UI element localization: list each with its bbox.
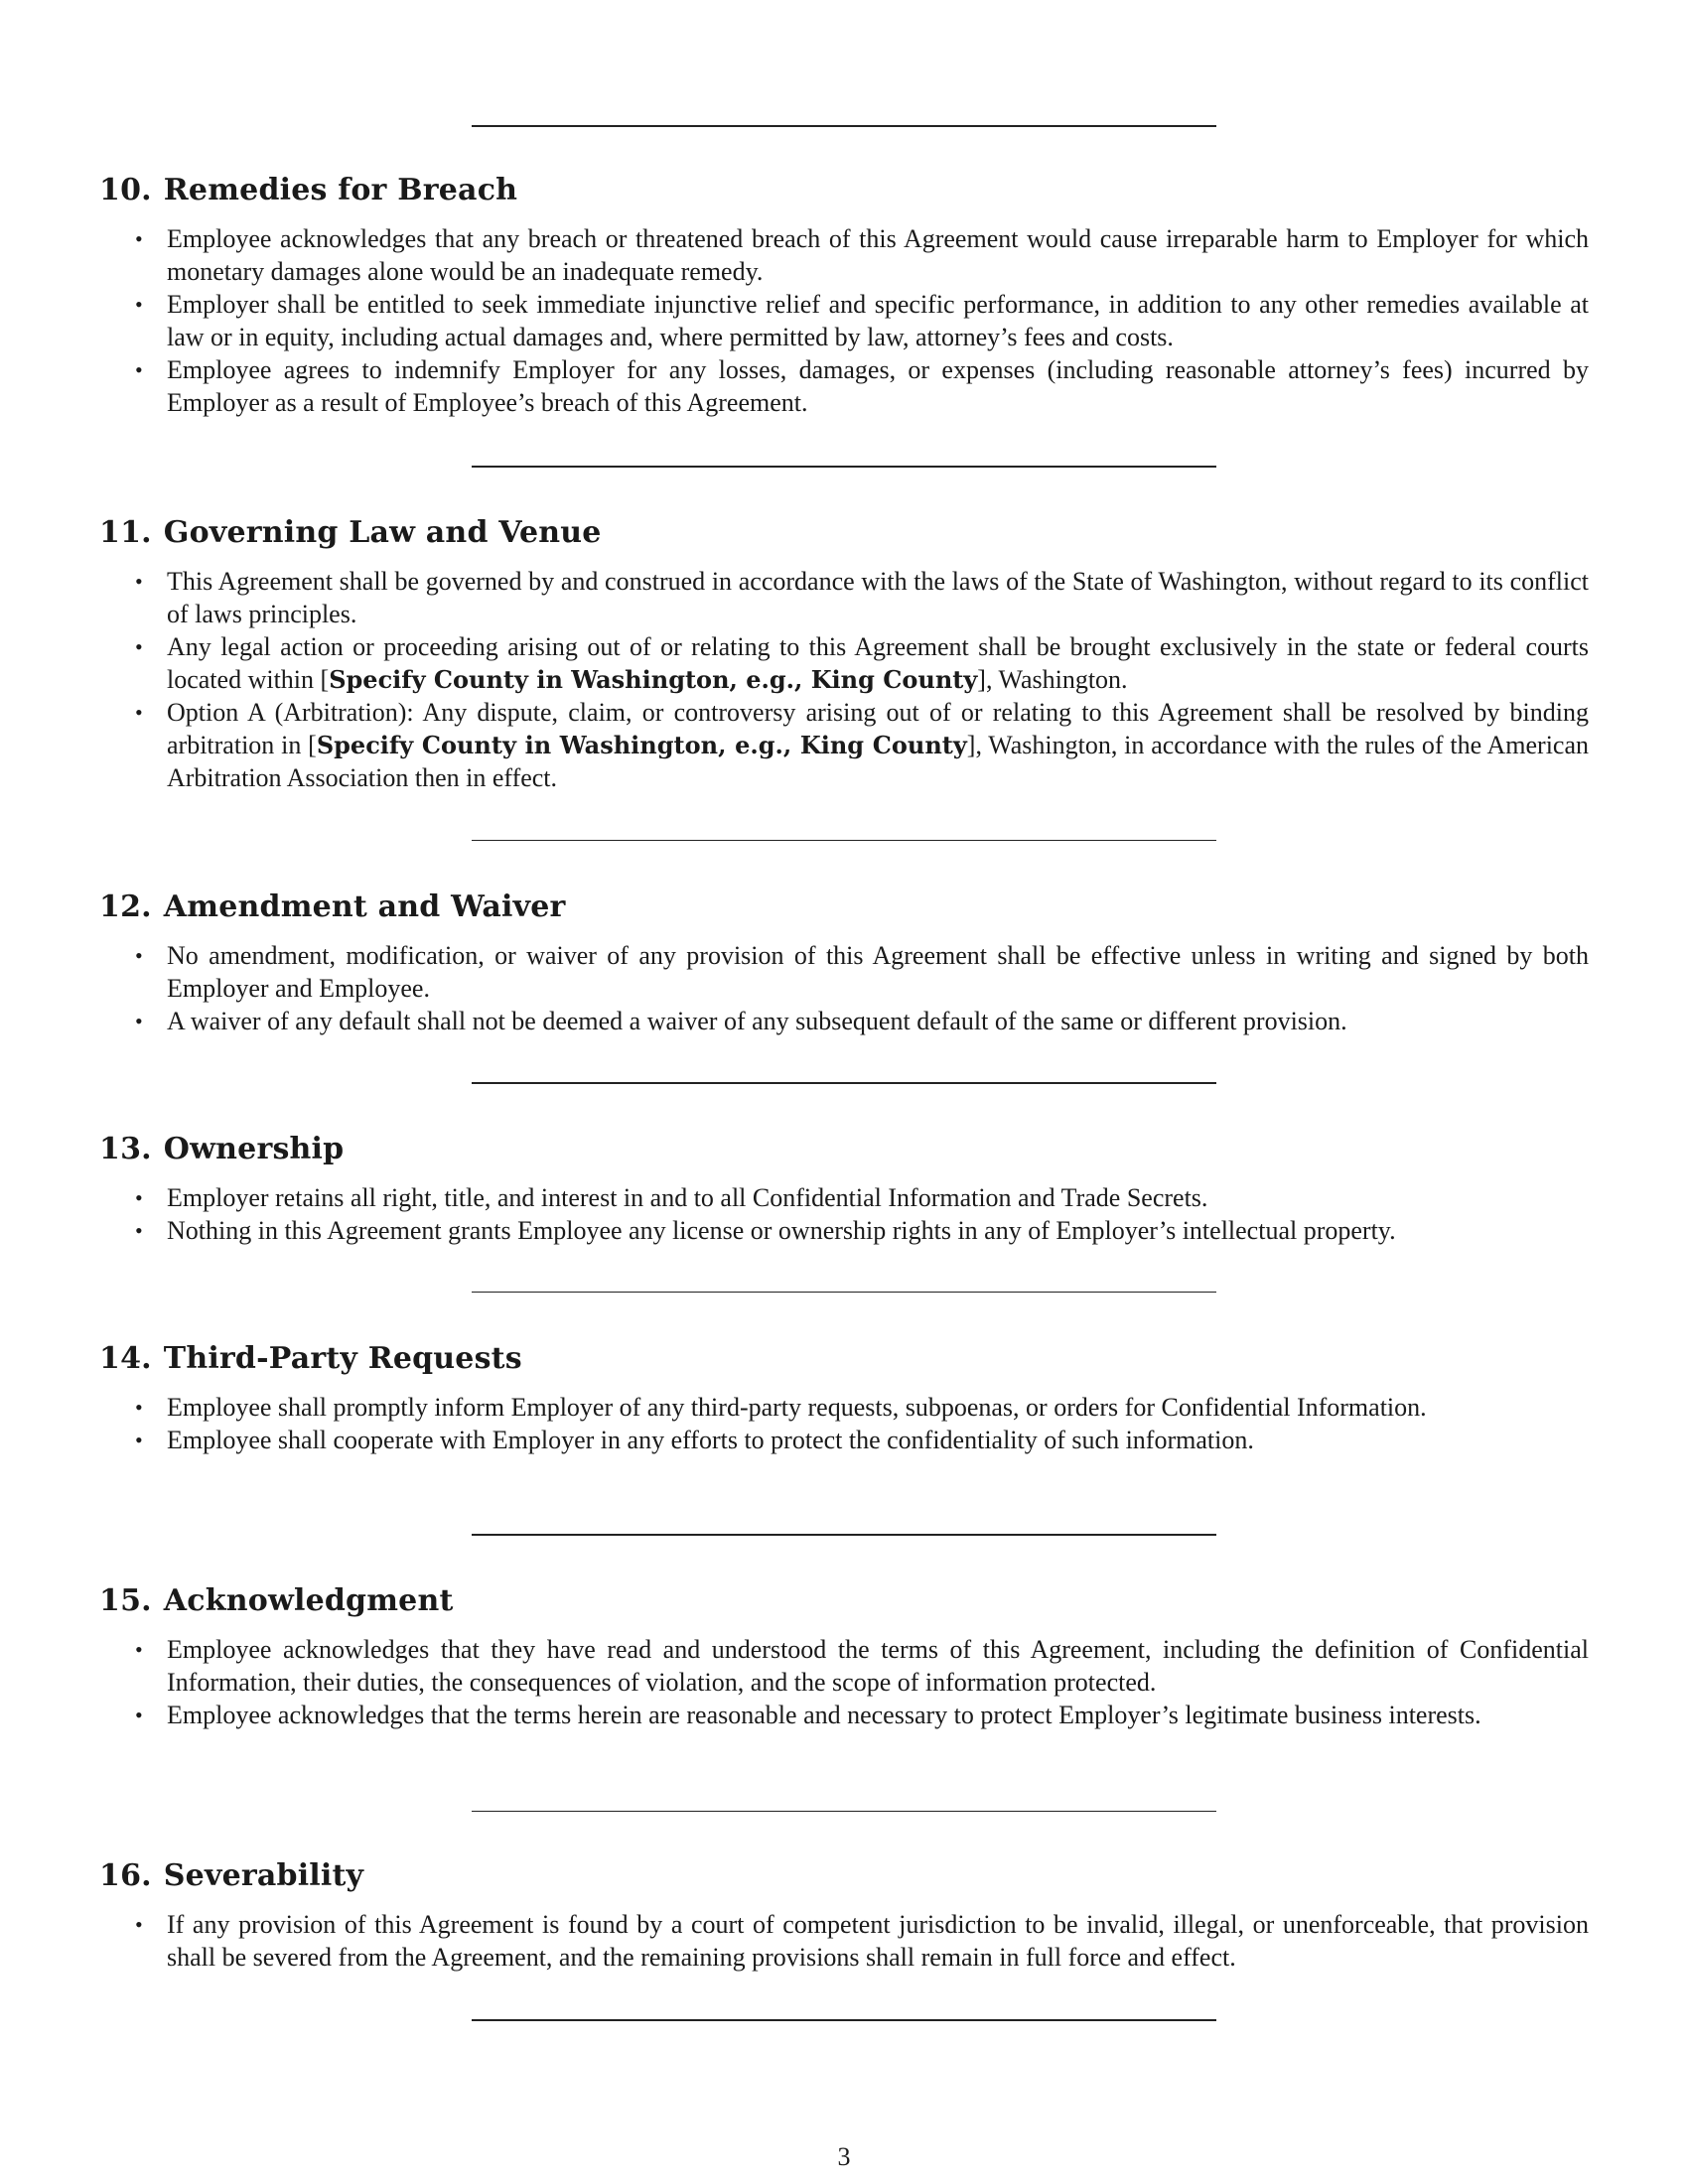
list-item: [99, 696, 1589, 794]
item-text-start: Option A (Arbitration): Any dispute, claim, or controversy arising out of or relating to this Agreement shall be resolved by binding arbitration in [: [167, 698, 1589, 759]
bullet-list: [99, 939, 1589, 1037]
section-heading: [99, 513, 1589, 553]
section-title: Third-Party Requests: [163, 1341, 522, 1376]
bullet-list: [99, 222, 1589, 419]
list-item: • Employer retains all right, title, and interest in and to all Confidential Information and Trade Secrets.: [99, 1181, 1589, 1214]
section-divider: [472, 2019, 1216, 2021]
section-amendment-and-waiver: [99, 887, 1589, 1037]
section-title: Severability: [163, 1858, 364, 1893]
section-heading: [99, 887, 1589, 927]
list-item: • This Agreement shall be governed by and construed in accordance with the laws of the State of Washington, without regard to its conflict of laws principles.: [99, 565, 1589, 630]
section-title: Remedies for Breach: [163, 173, 518, 207]
section-title: Acknowledgment: [163, 1583, 454, 1618]
section-governing-law-and-venue: [99, 513, 1589, 794]
page-number: 3: [837, 2142, 851, 2171]
list-item: • Employee shall cooperate with Employer in any efforts to protect the confidentiality of such information.: [99, 1424, 1589, 1456]
section-heading: [99, 1130, 1589, 1169]
section-number: 11.: [99, 515, 152, 550]
list-item: • Employer shall be entitled to seek immediate injunctive relief and specific performance, in addition to any other remedies available at law or in equity, including actual damages and, where permitted by law, attorney’s fees and costs.: [99, 288, 1589, 353]
list-item: • Employee acknowledges that any breach or threatened breach of this Agreement would cause irreparable harm to Employer for which monetary damages alone would be an inadequate remedy.: [99, 222, 1589, 288]
document-page: [99, 0, 1589, 2184]
section-third-party-requests: [99, 1339, 1589, 1456]
section-heading: [99, 1856, 1589, 1896]
section-title: Amendment and Waiver: [163, 889, 566, 924]
section-divider: [472, 466, 1216, 468]
section-remedies-for-breach: [99, 171, 1589, 419]
list-item: • Nothing in this Agreement grants Employee any license or ownership rights in any of Employer’s intellectual property.: [99, 1214, 1589, 1247]
list-item: • Employee acknowledges that they have read and understood the terms of this Agreement, including the definition of Confidential Information, their duties, the consequences of violation, and the scope of information protected.: [99, 1633, 1589, 1699]
section-title: Ownership: [163, 1132, 345, 1166]
list-item: [99, 630, 1589, 696]
section-ownership: [99, 1130, 1589, 1247]
section-heading: [99, 1339, 1589, 1379]
venue-county-placeholder: Specify County in Washington, e.g., King County: [329, 665, 978, 694]
bullet-list: [99, 565, 1589, 794]
section-divider: [472, 1292, 1216, 1293]
section-divider: [472, 1811, 1216, 1812]
section-heading: [99, 1581, 1589, 1621]
list-item: • If any provision of this Agreement is found by a court of competent jurisdiction to be invalid, illegal, or unenforceable, that provision shall be severed from the Agreement, and the remaining provisions shall remain in full force and effect.: [99, 1908, 1589, 1974]
list-item: • Employee agrees to indemnify Employer for any losses, damages, or expenses (including reasonable attorney’s fees) incurred by Employer as a result of Employee’s breach of this Agreement.: [99, 353, 1589, 419]
section-severability: [99, 1856, 1589, 1974]
section-heading: [99, 171, 1589, 210]
bullet-list: [99, 1633, 1589, 1731]
item-text-end: ], Washington, in accordance with the rules of the American Arbitration Association then in effect.: [167, 731, 1589, 792]
section-divider: [472, 1082, 1216, 1084]
bullet-list: [99, 1391, 1589, 1456]
section-number: 15.: [99, 1583, 152, 1618]
section-divider: [472, 1534, 1216, 1536]
section-number: 12.: [99, 889, 152, 924]
section-number: 13.: [99, 1132, 152, 1166]
bullet-list: [99, 1908, 1589, 1974]
list-item: • A waiver of any default shall not be deemed a waiver of any subsequent default of the same or different provision.: [99, 1005, 1589, 1037]
item-text-end: ], Washington.: [977, 665, 1128, 694]
section-number: 16.: [99, 1858, 152, 1893]
section-acknowledgment: [99, 1581, 1589, 1731]
section-number: 14.: [99, 1341, 152, 1376]
bullet-list: [99, 1181, 1589, 1247]
list-item: • No amendment, modification, or waiver of any provision of this Agreement shall be effective unless in writing and signed by both Employer and Employee.: [99, 939, 1589, 1005]
list-item: • Employee shall promptly inform Employer of any third-party requests, subpoenas, or orders for Confidential Information.: [99, 1391, 1589, 1424]
section-divider: [472, 125, 1216, 127]
arbitration-county-placeholder: Specify County in Washington, e.g., King County: [316, 731, 967, 759]
section-divider: [472, 840, 1216, 841]
list-item: • Employee acknowledges that the terms herein are reasonable and necessary to protect Employer’s legitimate business interests.: [99, 1699, 1589, 1731]
section-title: Governing Law and Venue: [163, 515, 602, 550]
section-number: 10.: [99, 173, 152, 207]
item-text-start: Any legal action or proceeding arising out of or relating to this Agreement shall be brought exclusively in the state or federal courts located within [: [167, 632, 1589, 694]
